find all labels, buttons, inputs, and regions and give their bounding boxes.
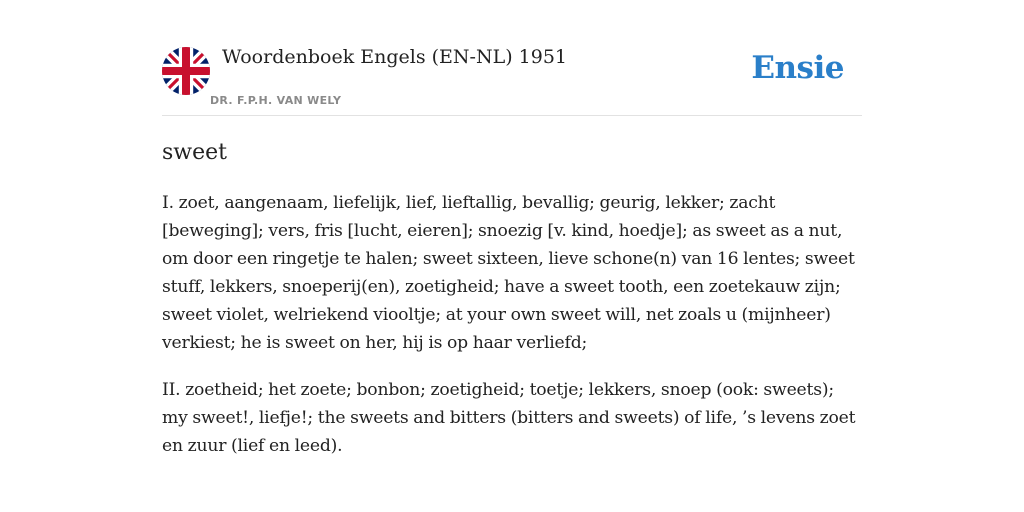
dictionary-title[interactable]: Woordenboek Engels (EN-NL) 1951 <box>222 46 567 68</box>
dictionary-header <box>162 40 862 116</box>
dictionary-author: DR. F.P.H. VAN WELY <box>210 94 342 107</box>
definition-paragraph-2: II. zoetheid; het zoete; bonbon; zoetigheid; toetje; lekkers, snoep (ook: sweets); my sweet!, liefje!; the sweets and bitters (bitters and sweets) of life, ’s levens zoet en zuur (lief en leed). <box>162 380 856 456</box>
dictionary-entry-card <box>162 40 862 460</box>
ensie-logo[interactable]: Ensie <box>751 50 844 86</box>
entry-headword: sweet <box>162 140 228 165</box>
uk-flag-icon <box>162 47 210 95</box>
definition-paragraph-1: I. zoet, aangenaam, liefelijk, lief, lieftallig, bevallig; geurig, lekker; zacht [beweging]; vers, fris [lucht, eieren]; snoezig [v. kind, hoedje]; as sweet as a nut, om door een ringetje te halen; sweet sixteen, lieve schone(n) van 16 lentes; sweet stuff, lekkers, snoeperij(en), zoetigheid; have a sweet tooth, een zoetekauw zijn; sweet violet, welriekend viooltje; at your own sweet will, net zoals u (mijnheer) verkiest; he is sweet on her, hij is op haar verliefd; <box>162 193 855 353</box>
